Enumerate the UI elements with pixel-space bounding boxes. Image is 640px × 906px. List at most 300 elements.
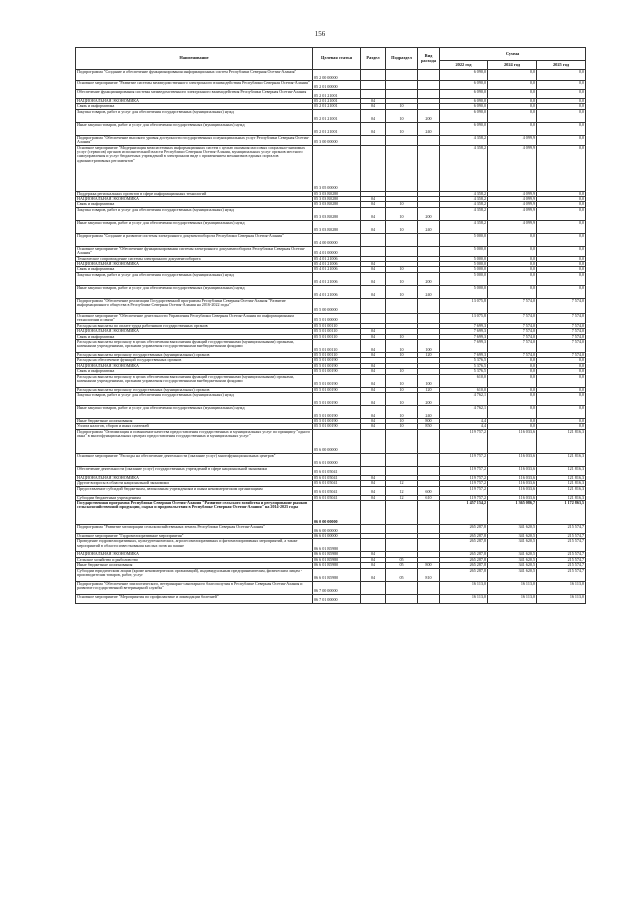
row-subsection: [386, 81, 418, 90]
row-section: 04: [361, 99, 386, 104]
row-name: Уплата налогов, сборов и иных платежей: [76, 424, 313, 429]
row-sum-2022: 7 699,3: [440, 334, 488, 339]
row-expense-type: [418, 145, 440, 191]
row-target-code: 06 6 01 R5980: [313, 563, 361, 568]
row-subsection: 10: [386, 104, 418, 109]
row-target-code: 05 4 01 00000: [313, 246, 361, 256]
table-row: [76, 581, 586, 594]
row-expense-type: [418, 246, 440, 256]
row-name: Иные бюджетные ассигнования: [76, 418, 313, 423]
row-name: НАЦИОНАЛЬНАЯ ЭКОНОМИКА: [76, 197, 313, 202]
row-name: Иные закупки товаров, работ и услуг для обеспечения государственных (муниципальных) нужд: [76, 405, 313, 418]
row-sum-2025: 0,0: [537, 418, 586, 423]
row-target-code: 06 6 01 00000: [313, 533, 361, 538]
row-sum-2024: 1 365 086,7: [488, 500, 537, 524]
row-name: Иные закупки товаров, работ и услуг для обеспечения государственных (муниципальных) нужд: [76, 122, 313, 135]
row-subsection: [386, 500, 418, 524]
row-sum-2025: 0,0: [537, 267, 586, 272]
row-sum-2024: 7 574,0: [488, 334, 537, 339]
row-sum-2025: 0,0: [537, 233, 586, 246]
header-year-2025: 2025 год: [537, 61, 586, 70]
row-sum-2024: 7 574,0: [488, 329, 537, 334]
row-sum-2024: 4 099,9: [488, 145, 537, 191]
row-sum-2022: 119 757,2: [440, 486, 488, 495]
row-name: Закупка товаров, работ и услуг для обеспечения государственных (муниципальных) нужд: [76, 109, 313, 122]
row-name: Иные бюджетные ассигнования: [76, 563, 313, 568]
row-sum-2025: 0,0: [537, 363, 586, 368]
row-expense-type: 200: [418, 207, 440, 220]
table-row: [76, 298, 586, 313]
row-target-code: 05 2 01 21001: [313, 122, 361, 135]
row-sum-2025: 121 816,3: [537, 453, 586, 466]
row-sum-2024: 116 033,6: [488, 475, 537, 480]
row-sum-2025: 0,0: [537, 202, 586, 207]
row-subsection: [386, 429, 418, 453]
row-name: НАЦИОНАЛЬНАЯ ЭКОНОМИКА: [76, 99, 313, 104]
row-name: Техническое сопровождение системы электронного документооборота: [76, 256, 313, 261]
row-section: 04: [361, 552, 386, 557]
row-target-code: 05 2 01 21001: [313, 99, 361, 104]
row-sum-2024: 4 099,9: [488, 207, 537, 220]
row-sum-2024: 4 099,9: [488, 135, 537, 145]
row-sum-2025: 0,0: [537, 262, 586, 267]
row-subsection: 10: [386, 202, 418, 207]
row-sum-2025: 7 574,0: [537, 323, 586, 328]
row-section: 04: [361, 202, 386, 207]
row-sum-2025: 0,0: [537, 104, 586, 109]
table-row: [76, 500, 586, 524]
row-sum-2024: 0,0: [488, 374, 537, 387]
header-year-2022: 2022 год: [440, 61, 488, 70]
row-sum-2024: 4 099,9: [488, 220, 537, 233]
row-target-code: 05 5 01 00190: [313, 374, 361, 387]
row-subsection: [386, 233, 418, 246]
row-sum-2022: 5 000,0: [440, 262, 488, 267]
row-sum-2025: 121 816,3: [537, 486, 586, 495]
row-section: 04: [361, 369, 386, 374]
row-target-code: 06 7 01 00000: [313, 594, 361, 603]
row-expense-type: 120: [418, 387, 440, 392]
row-sum-2022: 119 757,2: [440, 466, 488, 475]
row-expense-type: 850: [418, 424, 440, 429]
row-expense-type: [418, 539, 440, 552]
row-section: 04: [361, 339, 386, 352]
row-sum-2024: 16 113,0: [488, 594, 537, 603]
row-name: Подпрограмма "Развитие мелиорации сельскохозяйственных земель Республики Северная Осетия-Алания": [76, 524, 313, 533]
row-section: 04: [361, 486, 386, 495]
row-sum-2022: 5 376,5: [440, 358, 488, 363]
row-section: 04: [361, 392, 386, 405]
row-name: Расходы на выплаты персоналу государственных (муниципальных) органов: [76, 352, 313, 357]
row-section: [361, 429, 386, 453]
row-section: [361, 233, 386, 246]
row-sum-2024: 7 574,0: [488, 352, 537, 357]
row-sum-2025: 0,0: [537, 424, 586, 429]
budget-table: [75, 47, 586, 604]
row-target-code: 06 6 00 00000: [313, 524, 361, 533]
row-target-code: 05 5 01 00190: [313, 392, 361, 405]
row-name: Расходы на выплаты по оплате труда работников государственных органов: [76, 323, 313, 328]
row-sum-2025: 0,0: [537, 256, 586, 261]
row-target-code: 05 6 00 00000: [313, 429, 361, 453]
row-sum-2025: 0,0: [537, 197, 586, 202]
row-section: 04: [361, 475, 386, 480]
row-sum-2024: 116 033,6: [488, 429, 537, 453]
row-sum-2025: 215 574,7: [537, 533, 586, 538]
table-row: [76, 524, 586, 533]
row-subsection: 05: [386, 557, 418, 562]
row-name: Предоставление субсидий бюджетным, автономным учреждениям и иным некоммерческим организациям: [76, 486, 313, 495]
row-sum-2024: 7 574,0: [488, 298, 537, 313]
row-subsection: [386, 524, 418, 533]
row-sum-2022: 16 113,0: [440, 594, 488, 603]
row-target-code: 05 5 01 00110: [313, 352, 361, 357]
row-sum-2024: 7 574,0: [488, 313, 537, 323]
row-section: [361, 298, 386, 313]
row-target-code: 05 5 01 00110: [313, 334, 361, 339]
row-sum-2025: 121 816,3: [537, 429, 586, 453]
row-section: [361, 70, 386, 81]
table-row: [76, 594, 586, 603]
row-sum-2022: 5 000,0: [440, 246, 488, 256]
row-name: Проведение гидромелиоративных, культуртехнических, агролесомелиоративных и фитомелиоративных мероприятий, а также мероприятий в области известкования кислых почв на пашне: [76, 539, 313, 552]
row-sum-2024: 341 620,5: [488, 552, 537, 557]
row-name: Иные закупки товаров, работ и услуг для обеспечения государственных (муниципальных) нужд: [76, 220, 313, 233]
row-sum-2022: 4 358,2: [440, 145, 488, 191]
row-section: 04: [361, 418, 386, 423]
row-target-code: 05 3 00 00000: [313, 135, 361, 145]
row-sum-2022: 6 090,0: [440, 81, 488, 90]
table-row: [76, 486, 586, 495]
row-name: Обеспечение деятельности (оказание услуг) государственных учреждений в сфере национальной экономики: [76, 466, 313, 475]
row-section: 04: [361, 285, 386, 298]
row-name: Расходы на обеспечение функций государственных органов: [76, 358, 313, 363]
row-sum-2024: 116 033,6: [488, 486, 537, 495]
row-target-code: 05 5 01 00110: [313, 339, 361, 352]
row-expense-type: [418, 500, 440, 524]
row-sum-2025: 7 574,0: [537, 313, 586, 323]
row-section: 04: [361, 495, 386, 500]
row-name: Иные закупки товаров, работ и услуг для обеспечения государственных (муниципальных) нужд: [76, 285, 313, 298]
row-sum-2024: 0,0: [488, 369, 537, 374]
row-sum-2022: 13 075,8: [440, 298, 488, 313]
row-sum-2024: 341 620,5: [488, 568, 537, 581]
table-body: [76, 70, 586, 604]
header-subsection: Подраздел: [386, 48, 418, 70]
row-sum-2025: 0,0: [537, 122, 586, 135]
row-sum-2022: 5 000,0: [440, 272, 488, 285]
row-sum-2024: 116 033,6: [488, 466, 537, 475]
row-sum-2024: 0,0: [488, 233, 537, 246]
row-name: Подпрограмма "Обеспечение эпизоотического, ветеринарно-санитарного благополучия в Республике Северная Осетия-Алания и развитие государственной ветеринарной службы": [76, 581, 313, 594]
row-sum-2025: 215 574,7: [537, 524, 586, 533]
row-sum-2024: 0,0: [488, 285, 537, 298]
row-target-code: 05 3 03 R0280: [313, 202, 361, 207]
row-target-code: 05 3 03 R0280: [313, 191, 361, 196]
row-target-code: 05 2 01 21001: [313, 90, 361, 99]
row-sum-2022: 610,0: [440, 374, 488, 387]
row-sum-2024: 0,0: [488, 256, 537, 261]
row-name: Основное мероприятие "Мероприятия по профилактике и ликвидации болезней": [76, 594, 313, 603]
row-section: 04: [361, 109, 386, 122]
row-sum-2025: 0,0: [537, 81, 586, 90]
row-section: [361, 594, 386, 603]
row-sum-2022: 4 358,2: [440, 197, 488, 202]
row-sum-2024: 116 033,6: [488, 453, 537, 466]
row-target-code: 06 6 01 R5980: [313, 557, 361, 562]
row-sum-2022: 5 000,0: [440, 233, 488, 246]
row-sum-2024: 0,0: [488, 424, 537, 429]
row-sum-2024: 0,0: [488, 246, 537, 256]
row-subsection: [386, 145, 418, 191]
row-sum-2025: 121 816,3: [537, 481, 586, 486]
table-row: [76, 81, 586, 90]
row-sum-2025: 7 574,0: [537, 329, 586, 334]
row-subsection: [386, 466, 418, 475]
row-sum-2024: 341 620,5: [488, 563, 537, 568]
row-sum-2025: 7 574,0: [537, 352, 586, 357]
table-row: [76, 285, 586, 298]
row-sum-2022: 265 287,8: [440, 539, 488, 552]
row-expense-type: [418, 233, 440, 246]
row-sum-2024: 341 620,5: [488, 524, 537, 533]
row-subsection: 10: [386, 374, 418, 387]
row-sum-2024: 0,0: [488, 267, 537, 272]
row-sum-2022: 4 358,2: [440, 191, 488, 196]
row-sum-2025: 0,0: [537, 109, 586, 122]
row-sum-2025: 16 113,0: [537, 594, 586, 603]
row-target-code: 05 5 01 00190: [313, 358, 361, 363]
row-sum-2022: 5 376,5: [440, 363, 488, 368]
row-expense-type: [418, 429, 440, 453]
row-section: 04: [361, 329, 386, 334]
row-section: 04: [361, 387, 386, 392]
row-section: 04: [361, 568, 386, 581]
row-expense-type: [418, 524, 440, 533]
page-number: 156: [314, 30, 326, 38]
row-section: [361, 466, 386, 475]
row-sum-2022: 7 699,3: [440, 352, 488, 357]
row-expense-type: [418, 135, 440, 145]
row-sum-2022: 4 358,2: [440, 207, 488, 220]
row-target-code: 06 6 01 R5980: [313, 539, 361, 552]
row-sum-2022: 13 075,8: [440, 313, 488, 323]
row-subsection: [386, 246, 418, 256]
row-subsection: 12: [386, 481, 418, 486]
row-name: Субсидии юридическим лицам (кроме некоммерческих организаций), индивидуальным предпринимателям, физическим лицам - производителям товаров, работ, услуг: [76, 568, 313, 581]
row-sum-2025: 7 574,0: [537, 339, 586, 352]
row-expense-type: [418, 313, 440, 323]
row-subsection: 10: [386, 392, 418, 405]
row-name: Основное мероприятие "Модернизация межсистемных информационных систем с целью оказания массовых социально-значимых услуг (сервисов) органов исполнительной власти Республики Северная Осетия-Алания, муниципальных услуг органов местного самоуправления и услуг бюджетных учреждений в электронном виде с применением механизмов единых порталов административных регламентов": [76, 145, 313, 191]
row-section: [361, 135, 386, 145]
row-sum-2025: 16 113,0: [537, 581, 586, 594]
row-subsection: 10: [386, 122, 418, 135]
table-row: [76, 568, 586, 581]
row-sum-2024: 0,0: [488, 262, 537, 267]
row-sum-2022: 16 113,0: [440, 581, 488, 594]
table-row: [76, 539, 586, 552]
row-sum-2022: 7 699,3: [440, 339, 488, 352]
row-subsection: 10: [386, 334, 418, 339]
row-sum-2022: 119 757,2: [440, 429, 488, 453]
row-name: Обеспечение функционирования системы межведомственного электронного взаимодействия Республики Северная Осетия-Алания: [76, 90, 313, 99]
row-section: 04: [361, 220, 386, 233]
row-target-code: 05 2 01 21001: [313, 104, 361, 109]
row-section: 04: [361, 104, 386, 109]
row-target-code: 05 5 01 00190: [313, 418, 361, 423]
row-target-code: 05 4 01 21006: [313, 285, 361, 298]
row-sum-2022: 6 090,0: [440, 70, 488, 81]
row-section: 04: [361, 405, 386, 418]
row-target-code: 05 2 01 21001: [313, 109, 361, 122]
row-name: Субсидии бюджетным учреждениям: [76, 495, 313, 500]
table-row: [76, 135, 586, 145]
table-row: [76, 90, 586, 99]
row-expense-type: 120: [418, 352, 440, 357]
row-target-code: 05 3 03 R0280: [313, 220, 361, 233]
row-name: Основное мероприятие "Расходы на обеспечение деятельности (оказание услуг) многофункциональных центров": [76, 453, 313, 466]
row-name: Связь и информатика: [76, 369, 313, 374]
row-sum-2025: 0,0: [537, 285, 586, 298]
row-expense-type: 800: [418, 418, 440, 423]
row-expense-type: 240: [418, 220, 440, 233]
header-expense-type: Вид расхода: [418, 48, 440, 70]
row-name: Связь и информатика: [76, 104, 313, 109]
row-name: Закупка товаров, работ и услуг для обеспечения государственных (муниципальных) нужд: [76, 207, 313, 220]
row-sum-2025: 121 816,3: [537, 495, 586, 500]
row-sum-2022: 4,4: [440, 418, 488, 423]
row-section: 04: [361, 122, 386, 135]
row-sum-2025: 0,0: [537, 145, 586, 191]
row-section: 04: [361, 374, 386, 387]
row-sum-2024: 0,0: [488, 363, 537, 368]
row-sum-2024: 341 620,5: [488, 539, 537, 552]
row-sum-2022: 5 000,0: [440, 256, 488, 261]
row-sum-2025: 0,0: [537, 392, 586, 405]
row-sum-2022: 7 699,3: [440, 329, 488, 334]
row-section: [361, 246, 386, 256]
table-row: [76, 233, 586, 246]
row-sum-2024: 16 113,0: [488, 581, 537, 594]
row-target-code: 05 6 01 05041: [313, 486, 361, 495]
row-sum-2024: 4 099,9: [488, 202, 537, 207]
row-expense-type: [418, 581, 440, 594]
row-expense-type: [418, 81, 440, 90]
row-subsection: [386, 539, 418, 552]
table-row: [76, 70, 586, 81]
row-sum-2022: 4 762,1: [440, 405, 488, 418]
row-target-code: 05 6 01 05041: [313, 495, 361, 500]
row-name: Подпрограмма "Обеспечение высокого уровня доступности государственных и муниципальных услуг Республики Северная Осетия-Алания": [76, 135, 313, 145]
row-sum-2024: 0,0: [488, 358, 537, 363]
row-sum-2024: 0,0: [488, 81, 537, 90]
row-sum-2022: 1 457 154,2: [440, 500, 488, 524]
row-name: Основное мероприятие "Обеспечение деятельности Управления Республики Северная Осетия-Алания по информационным технологиям и связи": [76, 313, 313, 323]
row-expense-type: [418, 90, 440, 99]
row-sum-2022: 7 699,3: [440, 323, 488, 328]
row-sum-2025: 121 816,3: [537, 475, 586, 480]
row-section: 04: [361, 363, 386, 368]
row-sum-2024: 4 099,9: [488, 197, 537, 202]
row-expense-type: 200: [418, 109, 440, 122]
row-target-code: 05 3 05 00000: [313, 145, 361, 191]
row-sum-2022: 6 090,0: [440, 104, 488, 109]
row-sum-2024: 0,0: [488, 405, 537, 418]
table-row: [76, 392, 586, 405]
row-sum-2025: 0,0: [537, 220, 586, 233]
row-expense-type: 800: [418, 563, 440, 568]
row-sum-2022: 5 376,5: [440, 369, 488, 374]
row-sum-2022: 119 757,2: [440, 475, 488, 480]
row-subsection: 10: [386, 109, 418, 122]
row-subsection: 10: [386, 424, 418, 429]
row-sum-2024: 116 033,6: [488, 481, 537, 486]
row-subsection: 10: [386, 267, 418, 272]
row-expense-type: [418, 466, 440, 475]
table-row: [76, 109, 586, 122]
row-subsection: 05: [386, 563, 418, 568]
row-name: Связь и информатика: [76, 334, 313, 339]
table-row: [76, 405, 586, 418]
row-sum-2025: 0,0: [537, 90, 586, 99]
row-sum-2022: 265 287,8: [440, 524, 488, 533]
row-expense-type: [418, 70, 440, 81]
row-sum-2022: 4 358,2: [440, 202, 488, 207]
row-sum-2022: 265 287,8: [440, 568, 488, 581]
row-name: Расходы на выплаты персоналу государственных (муниципальных) органов: [76, 387, 313, 392]
row-subsection: 10: [386, 369, 418, 374]
row-target-code: 06 7 00 00000: [313, 581, 361, 594]
row-section: [361, 313, 386, 323]
row-expense-type: 240: [418, 285, 440, 298]
row-section: [361, 524, 386, 533]
row-subsection: 12: [386, 486, 418, 495]
row-name: Подпрограмма "Создание и обеспечение функционирования информационных систем Республики Северная Осетия-Алания": [76, 70, 313, 81]
row-subsection: 10: [386, 285, 418, 298]
row-name: Связь и информатика: [76, 267, 313, 272]
row-target-code: 05 3 03 R0280: [313, 207, 361, 220]
row-section: 04: [361, 424, 386, 429]
table-row: [76, 453, 586, 466]
row-sum-2024: 4 099,9: [488, 191, 537, 196]
row-target-code: 05 5 01 00190: [313, 424, 361, 429]
row-sum-2022: 4 358,2: [440, 135, 488, 145]
row-name: НАЦИОНАЛЬНАЯ ЭКОНОМИКА: [76, 329, 313, 334]
row-sum-2024: 0,0: [488, 387, 537, 392]
row-sum-2025: 0,0: [537, 135, 586, 145]
table-row: [76, 466, 586, 475]
row-sum-2025: 0,0: [537, 374, 586, 387]
row-section: 04: [361, 352, 386, 357]
row-target-code: 05 4 01 21006: [313, 267, 361, 272]
row-subsection: [386, 135, 418, 145]
row-subsection: [386, 594, 418, 603]
table-row: [76, 246, 586, 256]
header-name: Наименование: [76, 48, 313, 70]
table-row: [76, 207, 586, 220]
row-section: [361, 500, 386, 524]
row-sum-2022: 5 000,0: [440, 285, 488, 298]
row-subsection: 10: [386, 405, 418, 418]
row-sum-2024: 116 033,6: [488, 495, 537, 500]
row-subsection: [386, 298, 418, 313]
row-expense-type: [418, 453, 440, 466]
header-row: [76, 48, 586, 61]
header-section: Раздел: [361, 48, 386, 70]
row-subsection: 10: [386, 352, 418, 357]
row-target-code: 05 4 00 00000: [313, 233, 361, 246]
